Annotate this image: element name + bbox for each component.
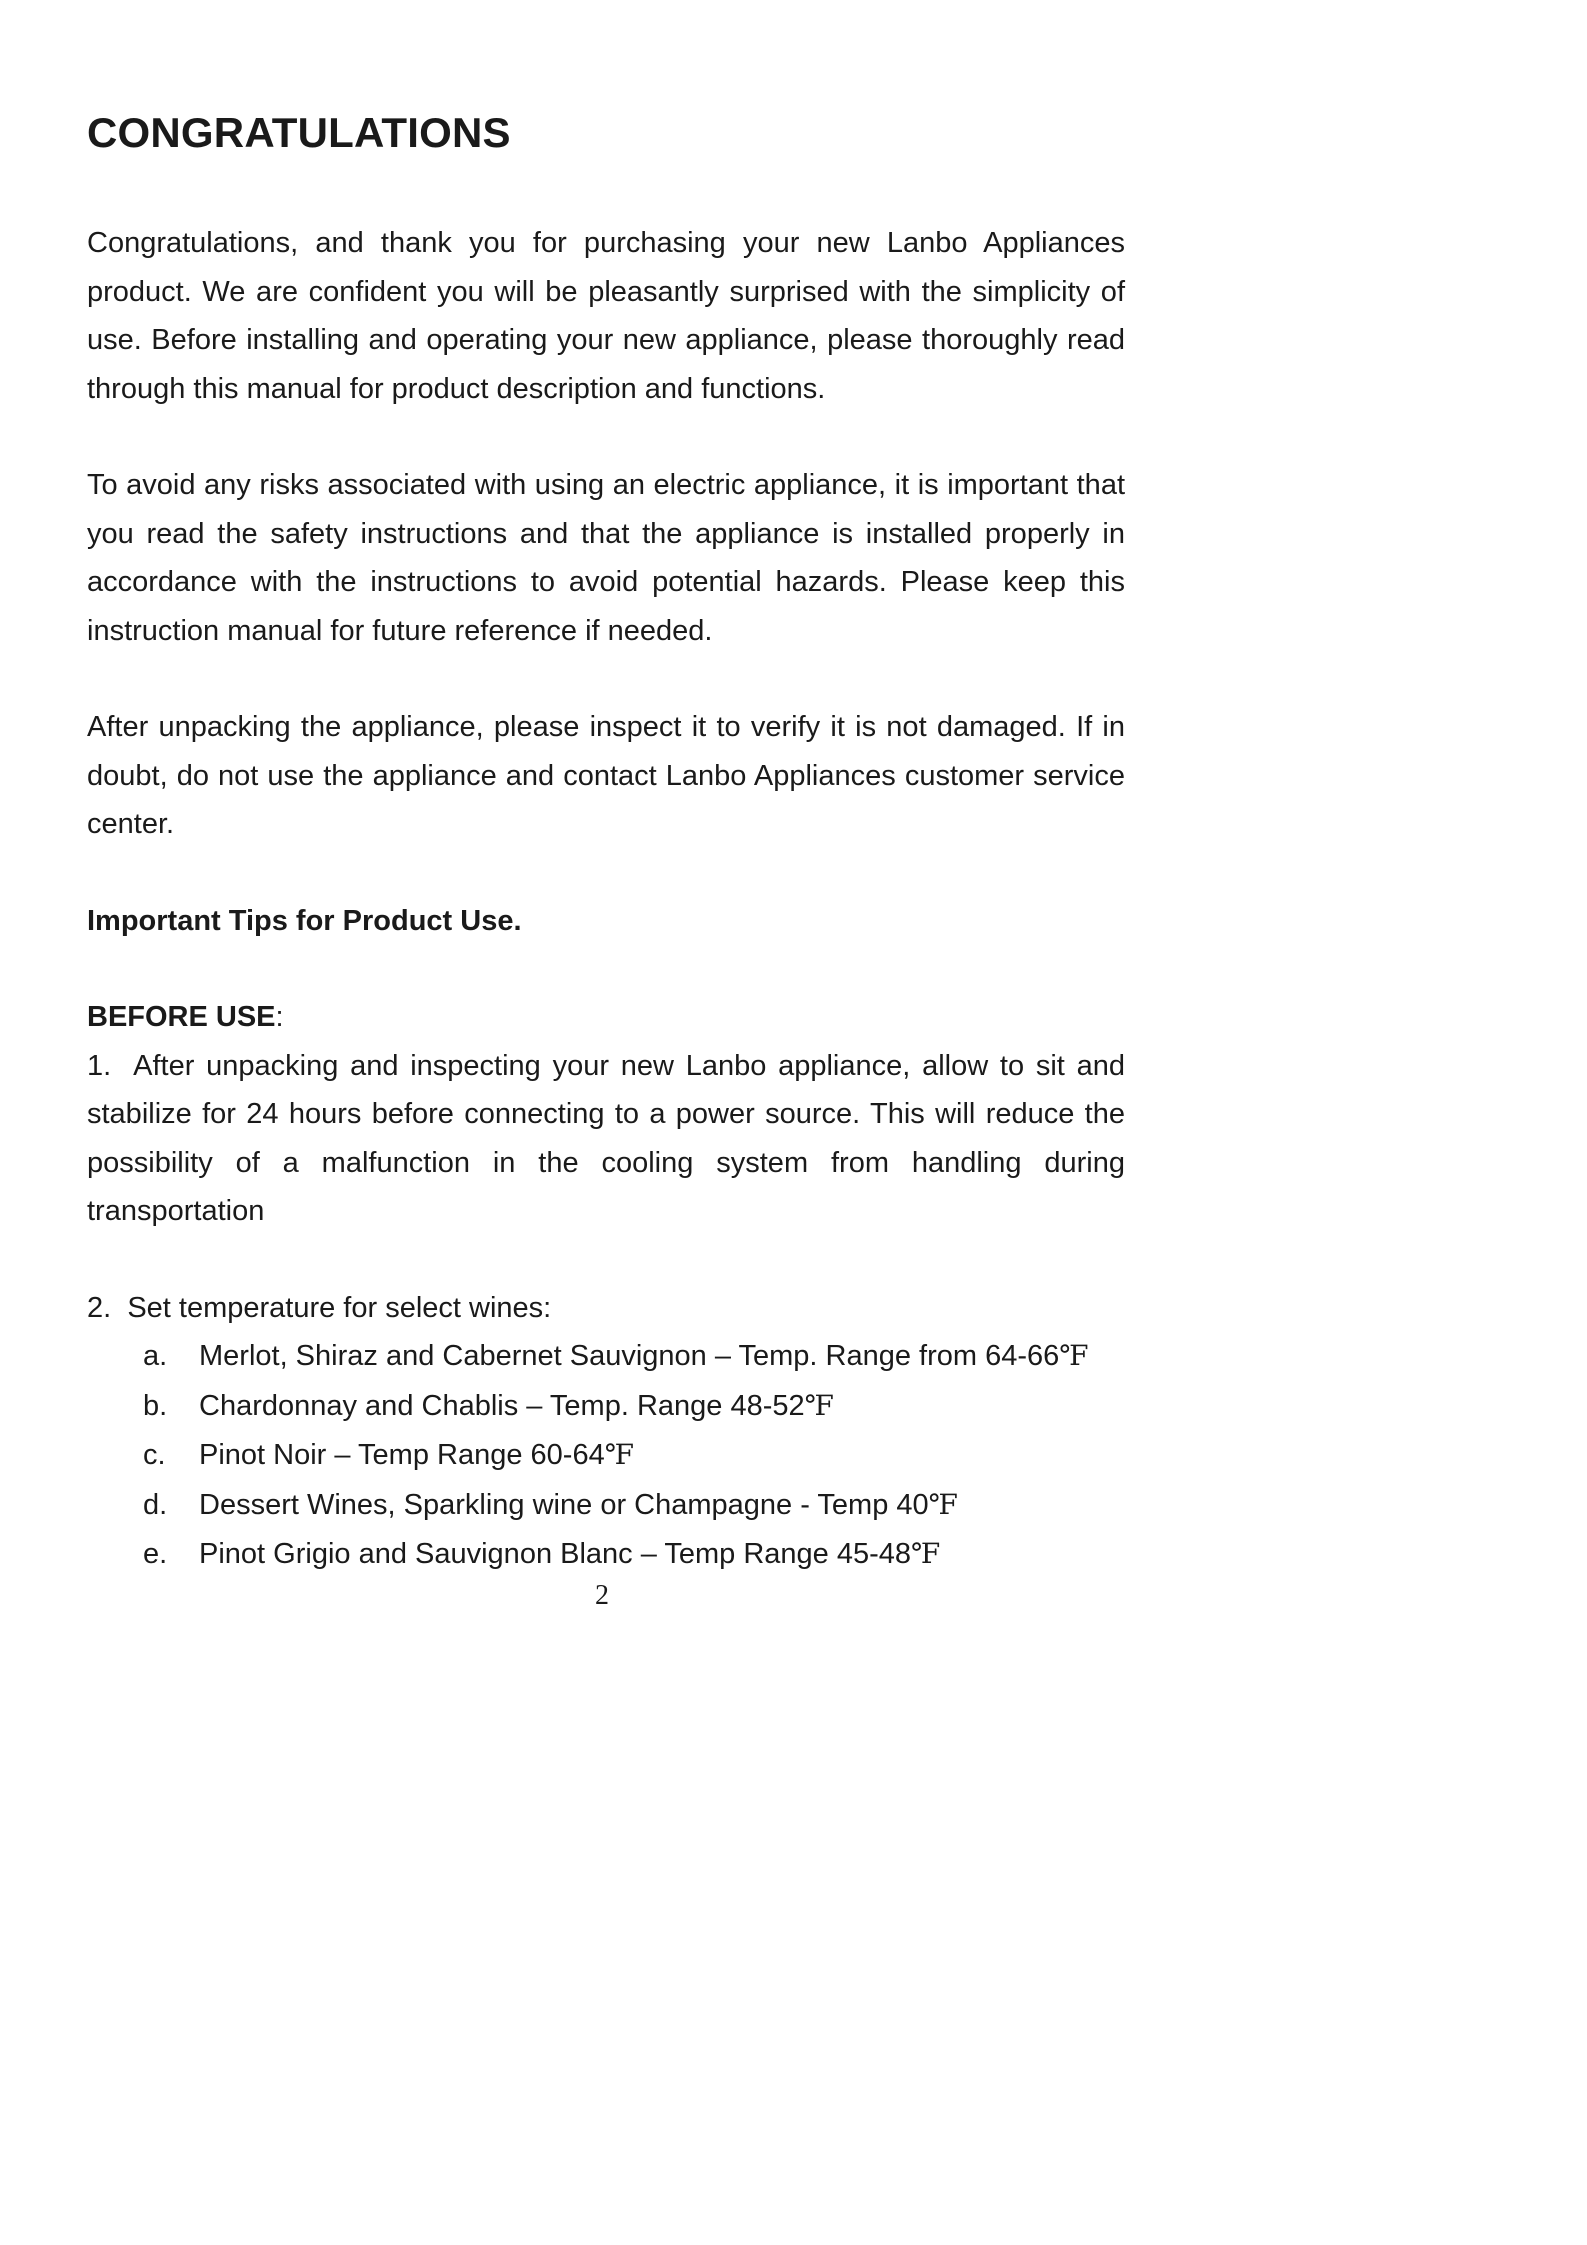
list-item — [87, 1530, 1125, 1580]
wine-text: Pinot Noir – Temp Range 60-64 — [199, 1439, 605, 1471]
fahrenheit-unit: ℉ — [911, 1539, 941, 1570]
list-item-text — [199, 1332, 1089, 1382]
step-1-text: After unpacking and inspecting your new Lanbo appliance, allow to sit and stabilize for 24 hours before connecting to a power source. This will reduce the possibility of a malfunction in the cooling system from handling during transportation — [87, 1049, 1125, 1227]
fahrenheit-unit: ℉ — [604, 1440, 635, 1471]
step-1-number: 1. — [87, 1049, 112, 1082]
manual-page — [87, 105, 1125, 1580]
list-item — [87, 1332, 1125, 1382]
safety-paragraph: To avoid any risks associated with using an electric appliance, it is important that you read the safety instructions and that the appliance is installed properly in accordance with the instructions to avoid potential hazards. Please keep this instruction manual for future reference if needed. — [87, 469, 1125, 647]
step-2-text: Set temperature for select wines: — [127, 1291, 552, 1324]
unpacking-paragraph: After unpacking the appliance, please inspect it to verify it is not damaged. If in doubt, do not use the appliance and contact Lanbo Appliances customer service center. — [87, 711, 1125, 840]
list-item-text — [199, 1481, 958, 1531]
list-item-letter: b. — [143, 1389, 168, 1422]
list-item-letter: a. — [143, 1340, 168, 1372]
before-use-colon: : — [275, 1001, 284, 1033]
list-item — [87, 1382, 1125, 1432]
wine-text: Pinot Grigio and Sauvignon Blanc – Temp Range 45-48 — [199, 1538, 912, 1570]
wine-text: Dessert Wines, Sparkling wine or Champagne - Temp 40 — [199, 1488, 929, 1521]
before-use-heading — [87, 993, 1125, 1042]
list-item-letter: d. — [143, 1488, 168, 1521]
step-2-number: 2. — [87, 1291, 112, 1324]
list-item — [87, 1481, 1125, 1531]
list-item-text — [199, 1382, 834, 1432]
page-number: 2 — [595, 1580, 609, 1611]
wine-text: Merlot, Shiraz and Cabernet Sauvignon – Temp. Range from 64-66 — [199, 1340, 1060, 1372]
list-item-text — [199, 1431, 634, 1481]
wine-temperature-list — [87, 1332, 1125, 1580]
list-item-letter: c. — [143, 1439, 166, 1471]
list-item — [87, 1431, 1125, 1481]
intro-paragraph: Congratulations, and thank you for purchasing your new Lanbo Appliances product. We are confident you will be pleasantly surprised with the simplicity of use. Before installing and operating your new appliance, please thoroughly read through this manual for product description and functions. — [87, 227, 1125, 405]
step-2 — [87, 1284, 1125, 1333]
list-item-letter: e. — [143, 1538, 168, 1570]
page-title: CONGRATULATIONS — [87, 109, 511, 156]
fahrenheit-unit: ℉ — [804, 1390, 834, 1422]
step-1 — [87, 1042, 1125, 1236]
fahrenheit-unit: ℉ — [1059, 1341, 1089, 1372]
wine-text: Chardonnay and Chablis – Temp. Range 48-52 — [199, 1389, 805, 1422]
fahrenheit-unit: ℉ — [928, 1489, 958, 1521]
tips-heading: Important Tips for Product Use. — [87, 904, 522, 937]
list-item-text — [199, 1530, 940, 1580]
before-use-label: BEFORE USE — [87, 1001, 276, 1033]
